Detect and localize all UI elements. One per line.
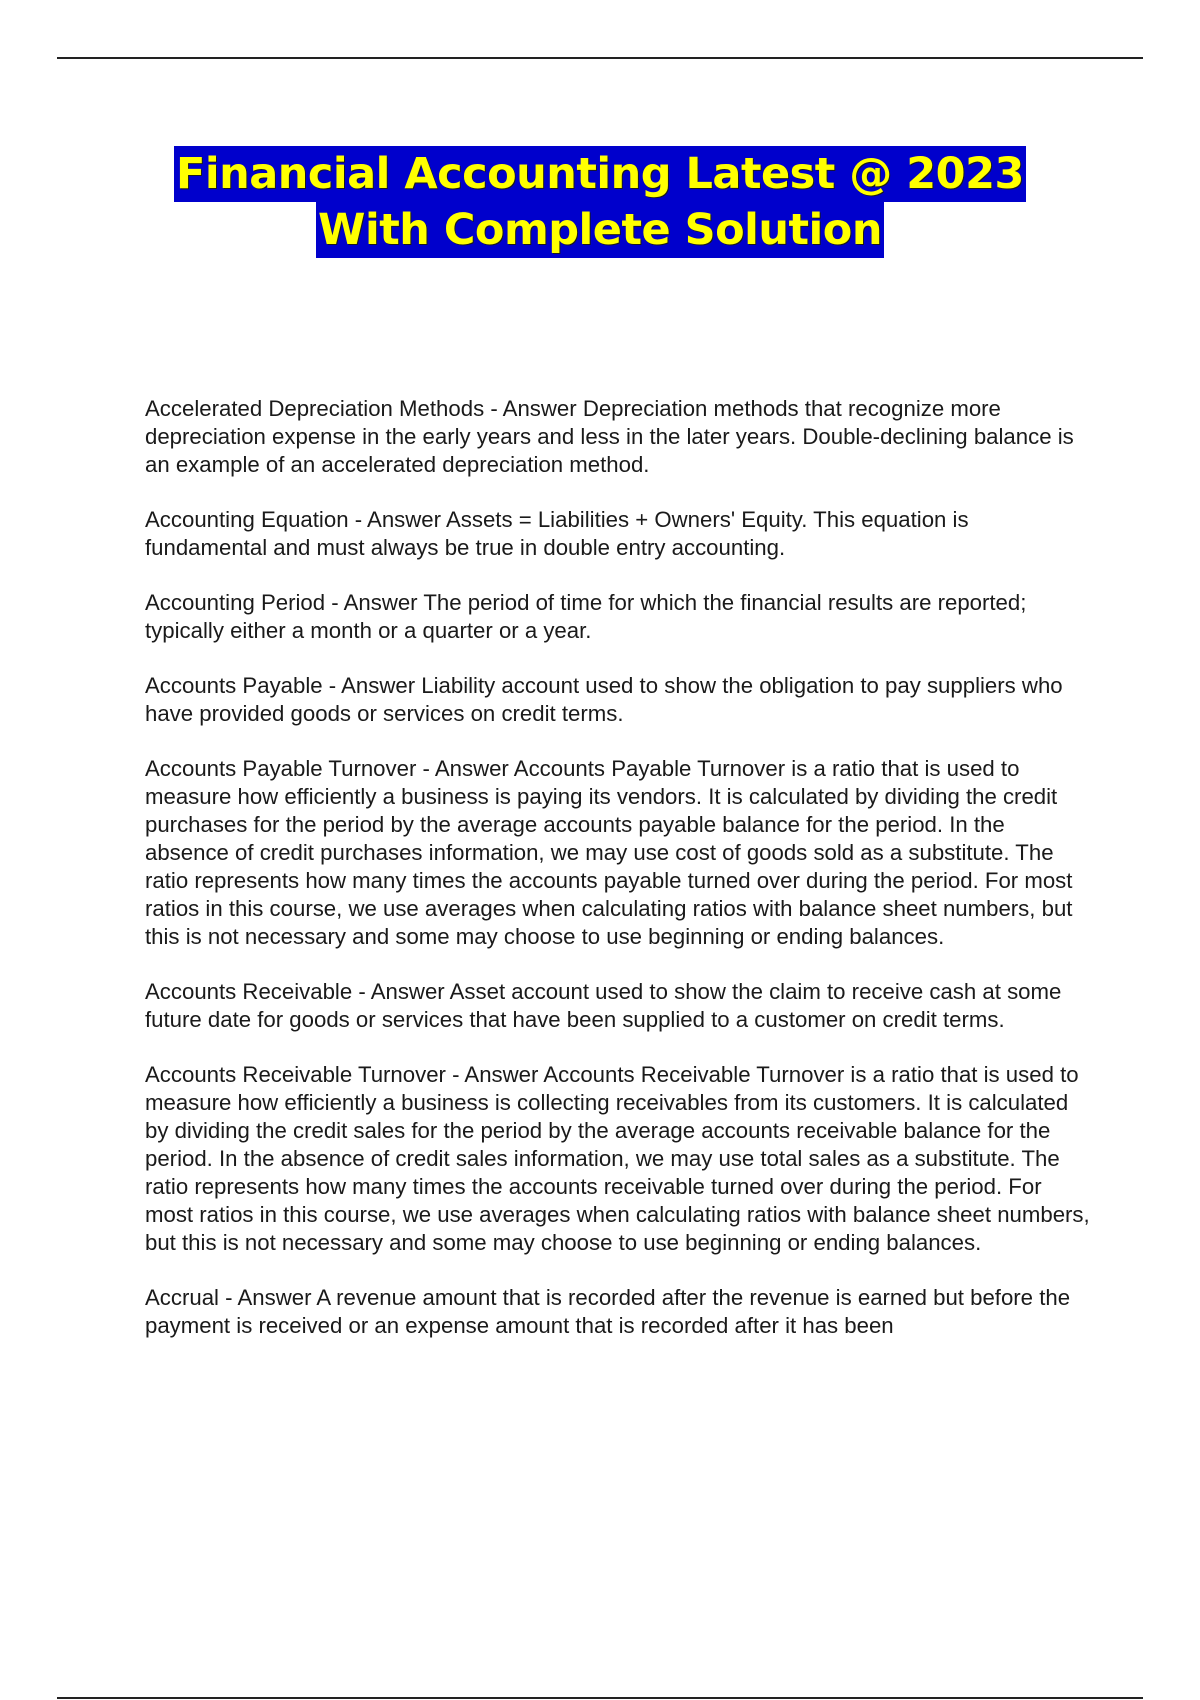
entry-definition: Asset account used to show the claim to receive cash at some future date for goods or services that have been supplied to a customer on credit terms. <box>145 979 1062 1032</box>
entry-separator: - Answer <box>322 673 422 698</box>
glossary-entry <box>145 589 1090 645</box>
glossary-entry <box>145 978 1090 1034</box>
entry-definition: A revenue amount that is recorded after the revenue is earned but before the payment is received or an expense amount that is recorded after it has been <box>145 1285 1071 1338</box>
footer-rule <box>57 1697 1143 1699</box>
entry-definition: Accounts Payable Turnover is a ratio that is used to measure how efficiently a business is paying its vendors. It is calculated by dividing the credit purchases for the period by the average accounts payable balance for the period. In the absence of credit purchases information, we may use cost of goods sold as a substitute. The ratio represents how many times the accounts payable turned over during the period. For most ratios in this course, we use averages when calculating ratios with balance sheet numbers, but this is not necessary and some may choose to use beginning or ending balances. <box>145 756 1073 949</box>
glossary-entry <box>145 1061 1090 1257</box>
entry-separator: - Answer <box>416 756 514 781</box>
entry-separator: - Answer <box>484 396 583 421</box>
entry-separator: - Answer <box>445 1062 544 1087</box>
title-line-1: Financial Accounting Latest @ 2023 <box>174 146 1026 202</box>
entry-separator: - Answer <box>352 979 450 1004</box>
entry-term: Accounts Receivable <box>145 979 353 1004</box>
header-rule <box>57 57 1143 59</box>
glossary-body <box>145 395 1090 1367</box>
entry-term: Accounts Payable Turnover <box>145 756 417 781</box>
entry-separator: - Answer <box>325 590 424 615</box>
entry-definition: Liability account used to show the obligation to pay suppliers who have provided goods or services on credit terms. <box>145 673 1063 726</box>
entry-term: Accelerated Depreciation Methods <box>145 396 485 421</box>
glossary-entry <box>145 395 1090 479</box>
entry-separator: - Answer <box>348 507 446 532</box>
entry-term: Accounting Period <box>145 590 326 615</box>
glossary-entry <box>145 755 1090 951</box>
entry-definition: Assets = Liabilities + Owners' Equity. This equation is fundamental and must always be true in double entry accounting. <box>145 507 969 560</box>
entry-term: Accounts Receivable Turnover <box>145 1062 446 1087</box>
entry-term: Accrual <box>145 1285 219 1310</box>
entry-term: Accounting Equation <box>145 507 349 532</box>
document-title <box>0 146 1200 258</box>
entry-definition: The period of time for which the financial results are reported; typically either a month or a quarter or a year. <box>145 590 1027 643</box>
entry-separator: - Answer <box>218 1285 317 1310</box>
entry-term: Accounts Payable <box>145 673 323 698</box>
entry-definition: Accounts Receivable Turnover is a ratio that is used to measure how efficiently a business is collecting receivables from its customers. It is calculated by dividing the credit sales for the period by the average accounts receivable balance for the period. In the absence of credit sales information, we may use total sales as a substitute. The ratio represents how many times the accounts receivable turned over during the period. For most ratios in this course, we use averages when calculating ratios with balance sheet numbers, but this is not necessary and some may choose to use beginning or ending balances. <box>145 1062 1090 1255</box>
glossary-entry <box>145 1284 1090 1340</box>
title-line-2: With Complete Solution <box>316 202 884 258</box>
glossary-entry <box>145 672 1090 728</box>
entry-definition: Depreciation methods that recognize more depreciation expense in the early years and less in the later years. Double-declining balance is an example of an accelerated depreciation method. <box>145 396 1074 477</box>
glossary-entry <box>145 506 1090 562</box>
